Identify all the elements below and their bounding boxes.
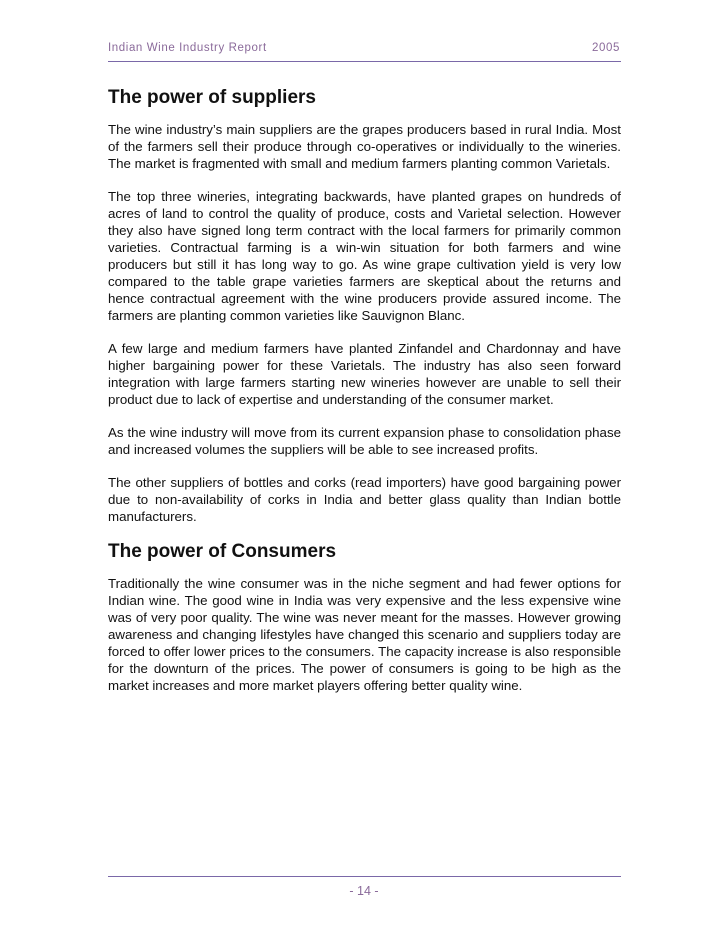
paragraph: Traditionally the wine consumer was in the niche segment and had fewer options for Indian wine. The good wine in India was very expensive and the less expensive wine was of very poor quality. The wine was never meant for the masses. However growing awareness and changing lifestyles have changed this scenario and suppliers today are forced to offer lower prices to the consumers. The capacity increase is also responsible for the downturn of the prices. The power of consumers is going to be high as the market increases and more market players offering better quality wine.	[108, 576, 621, 693]
paragraph: The other suppliers of bottles and corks (read importers) have good bargaining power due to non-availability of corks in India and better glass quality than Indian bottle manufacturers.	[108, 475, 621, 524]
page-content	[108, 87, 621, 710]
page-number: - 14 -	[349, 884, 379, 898]
paragraph: As the wine industry will move from its current expansion phase to consolidation phase and increased volumes the suppliers will be able to see increased profits.	[108, 425, 621, 457]
header-year: 2005	[592, 42, 620, 54]
section-heading-consumers: The power of Consumers	[108, 541, 337, 562]
paragraph: The top three wineries, integrating backwards, have planted grapes on hundreds of acres of land to control the quality of produce, costs and Varietal selection. However they also have signed long term contract with the local farmers for primarily common varieties. Contractual farming is a win-win situation for both farmers and wine producers but still it has long way to go. As wine grape cultivation yield is very low compared to the table grape varieties farmers are skeptical about the returns and hence contractual agreement with the wine producers provide assured income. The farmers are planting common varieties like Sauvignon Blanc.	[108, 189, 621, 323]
paragraph: The wine industry’s main suppliers are the grapes producers based in rural India. Most of the farmers sell their produce through co-operatives or individually to the wineries. The market is fragmented with small and medium farmers planting common Varietals.	[108, 122, 621, 171]
paragraph: A few large and medium farmers have planted Zinfandel and Chardonnay and have higher bargaining power for these Varietals. The industry has also seen forward integration with large farmers starting new wineries however are unable to sell their product due to lack of expertise and understanding of the consumer market.	[108, 341, 621, 407]
header-title: Indian Wine Industry Report	[108, 42, 267, 54]
footer-divider	[108, 876, 621, 877]
header-divider	[108, 61, 621, 62]
section-heading-suppliers: The power of suppliers	[108, 87, 316, 108]
